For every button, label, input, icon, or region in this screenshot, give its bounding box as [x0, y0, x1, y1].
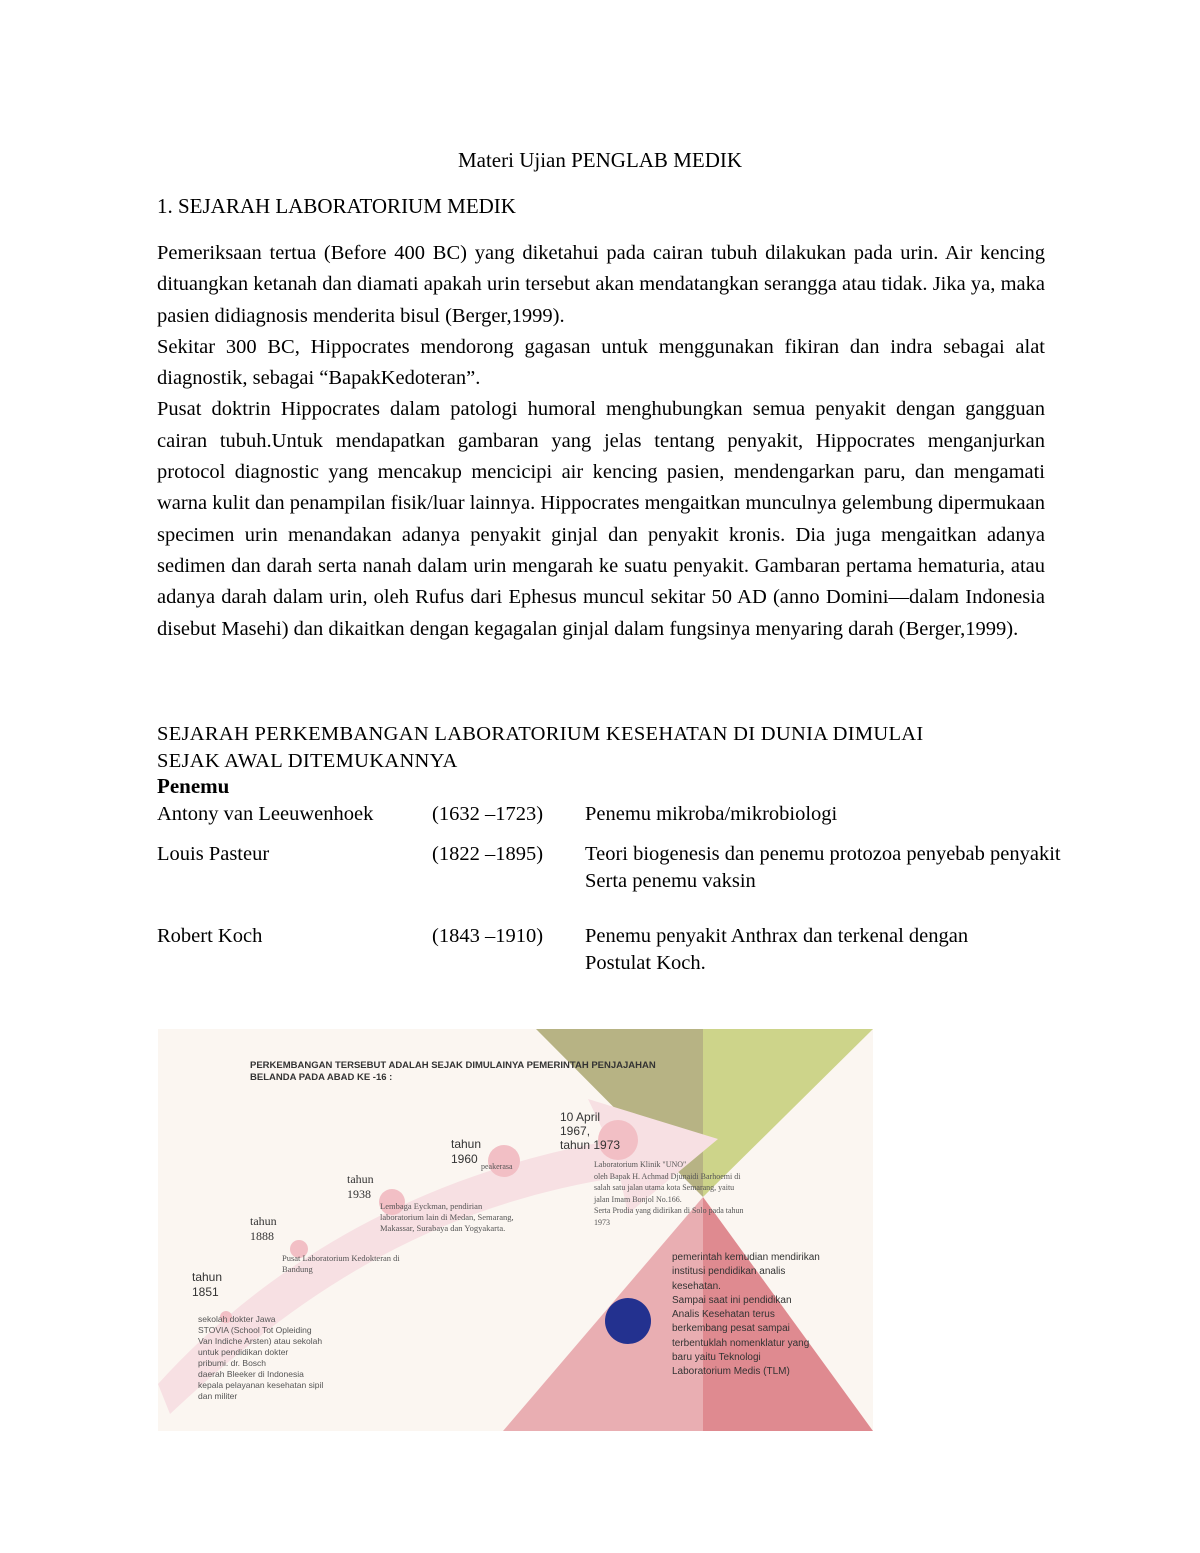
year-line: 1851: [192, 1285, 219, 1299]
year-line: tahun: [250, 1214, 277, 1228]
event-line: untuk pendidikan dokter: [198, 1347, 289, 1357]
event-line: berkembang pesat sampai: [672, 1323, 790, 1335]
event-line: kesehatan.: [672, 1280, 721, 1292]
event-line: Laboratorium Klinik "UNO": [594, 1160, 687, 1169]
desc-line: Serta penemu vaksin: [585, 870, 756, 892]
page-title: Materi Ujian PENGLAB MEDIK: [457, 148, 743, 172]
event-line: baru yaitu Teknologi: [672, 1352, 761, 1364]
event-line: Sampai saat ini pendidikan: [672, 1294, 792, 1306]
event-1967: [594, 1159, 744, 1228]
penemu-years: (1843 –1910): [432, 925, 544, 947]
year-line: tahun: [192, 1270, 223, 1284]
navy-circle: [605, 1298, 651, 1344]
event-final: [672, 1251, 820, 1380]
year-label-1851: [192, 1270, 222, 1300]
penemu-desc: [585, 801, 1145, 828]
penemu-desc: [585, 923, 1145, 977]
event-line: pribumi. dr. Bosch: [198, 1358, 267, 1368]
desc-line: Postulat Koch.: [585, 952, 706, 974]
body-text: [157, 238, 1045, 645]
header-line: BELANDA PADA ABAD KE -16 :: [250, 1072, 393, 1083]
year-line: 1967,: [560, 1124, 591, 1138]
event-line: dan militer: [198, 1391, 238, 1401]
penemu-years: (1822 –1895): [432, 843, 544, 865]
year-label-1888: [250, 1214, 277, 1244]
event-line: oleh Bapak H. Achmad Djunaidi Barhoemi di: [594, 1171, 741, 1181]
year-line: 1960: [451, 1152, 478, 1166]
paragraph: Pusat doktrin Hippocrates dalam patologi humoral menghubungkan semua penyakit dengan gangguan cairan tubuh.Untuk mendapatkan gambaran yang jelas tentang penyakit, Hippocrates menganjurkan protocol diagnostic yang mencakup mencicipi air kencing pasien, mendengarkan paru, dan mengamati warna kulit dan penampilan fisik/luar lainnya. Hippocrates mengaitkan munculnya gelembung dipermukaan specimen urin menandakan adanya penyakit ginjal dan penyakit kronis. Dia juga mengaitkan adanya sedimen dan darah serta nanah dalam urin mengarah ke suatu penyakit. Gambaran pertama hematuria, atau adanya darah dalam urin, oleh Rufus dari Ephesus muncul sekitar 50 AD (anno Domini—dalam Indonesia disebut Masehi) dan dikaitkan dengan kegagalan ginjal dalam fungsinya menyaring darah (Berger,1999).: [157, 398, 1045, 640]
event-line: salah satu jalan utama kota Semarang, yaitu: [594, 1183, 735, 1192]
event-line: daerah Bleeker di Indonesia: [198, 1369, 304, 1379]
infographic: [158, 1029, 873, 1431]
penemu-name: Louis Pasteur: [157, 843, 270, 865]
desc-line: Penemu penyakit Anthrax dan terkenal dengan: [585, 925, 969, 947]
event-line: Bandung: [282, 1264, 313, 1274]
year-label-1960: [451, 1137, 481, 1167]
year-line: 1888: [250, 1229, 274, 1243]
event-1960: peakerasa: [481, 1162, 513, 1171]
paragraph: Pemeriksaan tertua (Before 400 BC) yang diketahui pada cairan tubuh dilakukan pada urin. Air kencing dituangkan ketanah dan diamati apakah urin tersebut akan mendatangkan serangga atau tidak. Jika ya, maka pasien didiagnosis menderita bisul (Berger,1999).: [157, 242, 1045, 327]
event-line: jalan Imam Bonjol No.166.: [594, 1194, 682, 1204]
header-line: PERKEMBANGAN TERSEBUT ADALAH SEJAK DIMULAINYA PEMERINTAH PENJAJAHAN: [250, 1060, 656, 1071]
event-line: pemerintah kemudian mendirikan: [672, 1252, 820, 1263]
event-line: STOVIA (School Tot Opleiding: [198, 1325, 312, 1335]
year-label-1967: [560, 1110, 620, 1152]
penemu-name: Robert Koch: [157, 925, 263, 947]
event-line: Pusat Laboratorium Kedokteran di: [282, 1253, 400, 1263]
event-line: Van Indiche Arsten) atau sekolah: [198, 1336, 323, 1346]
paragraph: Sekitar 300 BC, Hippocrates mendorong gagasan untuk menggunakan fikiran dan indra sebagai alat diagnostik, sebagai “BapakKedoteran”.: [157, 335, 1045, 390]
event-line: Serta Prodia yang didirikan di Solo pada tahun: [594, 1206, 744, 1215]
year-line: 10 April: [560, 1110, 601, 1124]
penemu-label: Penemu: [157, 774, 230, 798]
event-line: Analis Kesehatan terus: [672, 1309, 775, 1321]
event-line: sekolah dokter Jawa: [198, 1314, 276, 1324]
year-label-1938: [347, 1172, 374, 1202]
timeline-dot: [488, 1145, 520, 1177]
event-line: Lembaga Eyckman, pendirian: [380, 1201, 483, 1211]
heading-line: SEJAK AWAL DITEMUKANNYA: [157, 750, 458, 772]
penemu-years: (1632 –1723): [432, 803, 544, 825]
event-1888: [282, 1253, 400, 1275]
desc-line: Teori biogenesis dan penemu protozoa penyebab penyakit: [585, 843, 1061, 865]
event-line: 1973: [594, 1217, 610, 1227]
event-1851: [198, 1314, 323, 1402]
event-line: Makassar, Surabaya dan Yogyakarta.: [380, 1223, 506, 1233]
event-line: Laboratorium Medis (TLM): [672, 1366, 790, 1378]
penemu-name: Antony van Leeuwenhoek: [157, 803, 374, 825]
year-line: tahun: [451, 1137, 482, 1151]
event-line: terbentuklah nomenklatur yang: [672, 1337, 810, 1349]
event-line: laboratorium lain di Medan, Semarang,: [380, 1212, 514, 1222]
event-1938: [380, 1201, 514, 1234]
event-line: institusi pendidikan analis: [672, 1266, 786, 1278]
section-heading-sejarah: 1. SEJARAH LABORATORIUM MEDIK: [157, 194, 516, 218]
year-line: 1938: [347, 1187, 371, 1201]
infographic-header: [250, 1060, 656, 1084]
event-line: kepala pelayanan kesehatan sipil: [198, 1380, 324, 1390]
section-heading-perkembangan: [157, 721, 1057, 775]
penemu-desc: [585, 841, 1145, 895]
heading-line: SEJARAH PERKEMBANGAN LABORATORIUM KESEHATAN DI DUNIA DIMULAI: [157, 723, 924, 745]
year-line: tahun 1973: [560, 1138, 621, 1152]
year-line: tahun: [347, 1172, 374, 1186]
desc-line: Penemu mikroba/mikrobiologi: [585, 803, 838, 825]
